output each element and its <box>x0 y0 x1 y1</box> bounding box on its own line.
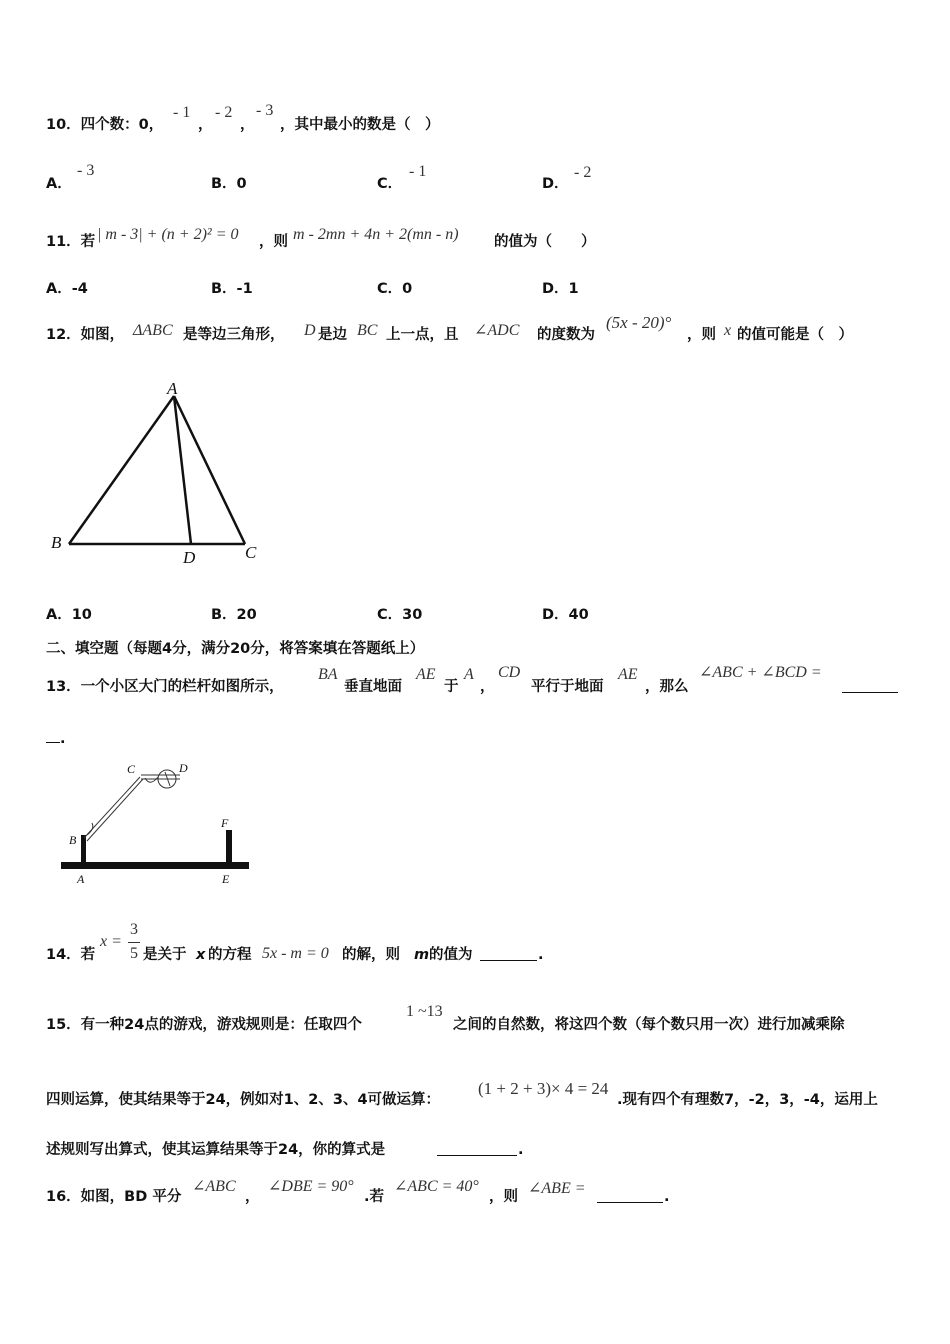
q14-fraction-numerator: 3 <box>130 921 138 938</box>
q13-text-3: ， <box>480 679 495 695</box>
q16-prefix: 16．如图，BD 平分 <box>46 1189 182 1205</box>
q14-text-3: 的解，则 <box>342 947 400 963</box>
q12-option-d: D．40 <box>542 607 589 623</box>
q15-line2-prefix: 四则运算，使其结果等于24，例如对1、2、3、4可做运算： <box>46 1092 441 1108</box>
label-b: B <box>69 833 77 847</box>
q14-text-2: 的方程 <box>208 947 252 963</box>
q16-comma: ， <box>245 1189 260 1205</box>
q13-ae-2: AE <box>618 666 638 683</box>
q14-prefix: 14．若 <box>46 947 96 963</box>
q12-option-b: B．20 <box>211 607 257 623</box>
label-c: C <box>127 762 136 776</box>
q13-a: A <box>464 666 474 683</box>
post-ef <box>226 830 232 863</box>
q10-num-1: - 1 <box>173 104 191 121</box>
gate-barrier-figure <box>55 755 255 890</box>
q10-option-c-value: - 1 <box>409 163 427 180</box>
q10-option-d-label: D． <box>542 176 569 192</box>
q13-text-5: ，那么 <box>645 679 689 695</box>
q13-text-1: 垂直地面 <box>344 679 402 695</box>
q14-answer-blank[interactable] <box>480 946 537 961</box>
q13-angle-expr: ∠ABC + ∠BCD = <box>699 664 822 681</box>
q16-text-1: .若 <box>364 1189 385 1205</box>
q12-x: x <box>724 322 732 339</box>
q14-fraction-bar <box>128 942 140 943</box>
q11-mid: ，则 <box>259 234 288 250</box>
q13-answer-blank-cont[interactable] <box>46 728 60 743</box>
q10-num-2: - 2 <box>215 104 233 121</box>
q14-period: . <box>538 947 544 963</box>
segment-ad <box>174 396 191 544</box>
q15-line2-suffix: .现有四个有理数7，-2，3，-4，运用上 <box>617 1092 878 1108</box>
q11-prefix: 11．若 <box>46 234 96 250</box>
q10-option-a-label: A． <box>46 176 72 192</box>
q14-x-eq: x = <box>100 933 122 950</box>
side-ab <box>69 396 174 544</box>
q12-text-3: 上一点，且 <box>386 327 459 343</box>
q14-text-4: 的值为 <box>429 947 473 963</box>
section-heading-fill-in: 二、填空题（每题4分，满分20分，将答案填在答题纸上） <box>46 641 425 657</box>
q16-angle-abe: ∠ABE = <box>528 1180 586 1197</box>
q11-expr-1: | m - 3| + (n + 2)² = 0 <box>97 226 239 243</box>
q10-option-d-value: - 2 <box>574 164 592 181</box>
q15-line1-prefix: 15．有一种24点的游戏，游戏规则是：任取四个 <box>46 1017 362 1033</box>
q12-text-4: 的度数为 <box>537 327 595 343</box>
q13-ae: AE <box>416 666 436 683</box>
q13-prefix: 13．一个小区大门的栏杆如图所示， <box>46 679 284 695</box>
q16-angle-dbe: ∠DBE = 90° <box>268 1178 354 1195</box>
q12-text-1: 是等边三角形， <box>183 327 285 343</box>
label-a: A <box>167 379 178 398</box>
q16-angle-abc-40: ∠ABC = 40° <box>394 1178 479 1195</box>
q10-option-c-label: C． <box>377 176 403 192</box>
q13-text-4: 平行于地面 <box>531 679 604 695</box>
q12-point-d: D <box>304 322 316 339</box>
label-f: F <box>221 816 229 830</box>
q12-option-c: C．30 <box>377 607 423 623</box>
q14-fraction-denominator: 5 <box>130 945 138 962</box>
q11-option-c: C．0 <box>377 281 413 297</box>
q12-prefix: 12．如图， <box>46 327 125 343</box>
q16-text-2: ，则 <box>489 1189 518 1205</box>
q16-answer-blank[interactable] <box>597 1188 663 1203</box>
q13-ba: BA <box>318 666 338 683</box>
q14-text-1: 是关于 <box>143 947 187 963</box>
q10-option-a-value: - 3 <box>77 162 95 179</box>
q10-suffix: ，其中最小的数是（ ） <box>280 117 440 133</box>
q16-period: . <box>664 1189 670 1205</box>
q10-comma-2: ， <box>240 117 255 133</box>
q11-option-b: B．-1 <box>211 281 253 297</box>
q13-text-2: 于 <box>444 679 459 695</box>
q10-option-b: B．0 <box>211 176 247 192</box>
q11-expr-2: m - 2mn + 4n + 2(mn - n) <box>293 226 459 243</box>
q15-period: . <box>518 1142 524 1158</box>
side-ac <box>174 396 245 544</box>
label-c: C <box>245 543 257 562</box>
ground-line <box>61 862 249 869</box>
label-b: B <box>51 533 62 552</box>
q12-option-a: A．10 <box>46 607 92 623</box>
label-d: D <box>179 761 188 775</box>
q15-range: 1 ~13 <box>406 1003 443 1020</box>
angle-c-arc <box>145 777 158 782</box>
q10-comma-1: ， <box>198 117 213 133</box>
label-e: E <box>222 872 230 886</box>
q15-answer-blank[interactable] <box>437 1141 517 1156</box>
q14-m-var: m <box>414 947 430 963</box>
q12-triangle: ΔABC <box>133 322 173 339</box>
q11-option-d: D．1 <box>542 281 579 297</box>
post-ba <box>81 835 86 863</box>
q13-period: . <box>60 731 66 747</box>
q10-num-3: - 3 <box>256 102 274 119</box>
q10-prefix: 10．四个数：0， <box>46 117 164 133</box>
q12-text-5: ，则 <box>687 327 716 343</box>
q12-text-2: 是边 <box>318 327 347 343</box>
q14-equation: 5x - m = 0 <box>262 945 329 962</box>
triangle-figure <box>40 370 280 570</box>
q15-line1-suffix: 之间的自然数，将这四个数（每个数只用一次）进行加减乘除 <box>453 1017 845 1033</box>
label-a: A <box>77 872 85 886</box>
q12-text-6: 的值可能是（ ） <box>737 327 853 343</box>
q16-angle-abc: ∠ABC <box>192 1178 236 1195</box>
q15-line3: 述规则写出算式，使其运算结果等于24，你的算式是 <box>46 1142 386 1158</box>
q12-angle-adc: ∠ADC <box>474 322 520 339</box>
q11-suffix: 的值为（ ） <box>494 234 596 250</box>
q13-cd: CD <box>498 664 521 681</box>
arm-bc-2 <box>87 779 143 841</box>
q12-side-bc: BC <box>357 322 378 339</box>
q11-option-a: A．-4 <box>46 281 88 297</box>
label-d: D <box>183 548 196 567</box>
q15-example: (1 + 2 + 3)× 4 = 24 <box>478 1079 609 1098</box>
q12-degree-expr: (5x - 20)° <box>606 313 672 332</box>
q13-answer-blank[interactable] <box>842 678 898 693</box>
q14-x-var: x <box>196 947 206 963</box>
